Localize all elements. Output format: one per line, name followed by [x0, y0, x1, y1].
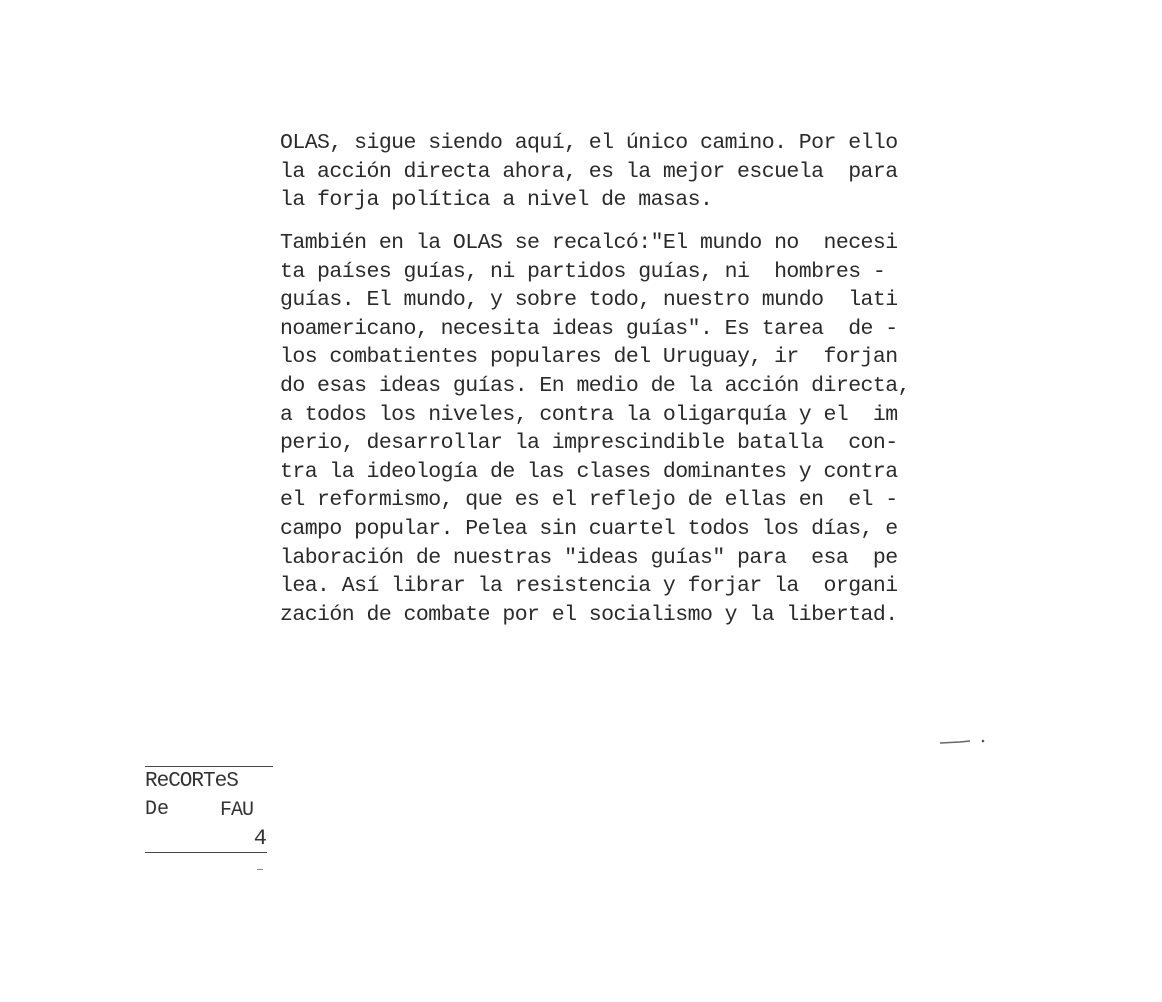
text-line: la acción directa ahora, es la mejor escuela para: [280, 159, 898, 184]
text-line: perio, desarrollar la imprescindible batalla con-: [280, 431, 898, 456]
text-line: el reformismo, que es el reflejo de ellas en el -: [280, 488, 898, 513]
text-line: tra la ideología de las clases dominantes y contra: [280, 459, 898, 484]
stray-ink-mark: [940, 739, 986, 745]
text-line: OLAS, sigue siendo aquí, el único camino. Por ello: [280, 131, 898, 155]
stamp-de: De: [145, 798, 170, 821]
text-line: lea. Así librar la resistencia y forjar la organi: [280, 574, 898, 599]
stamp-bottom-rule: [145, 852, 267, 853]
stamp-tick: [257, 869, 263, 870]
text-line: campo popular. Pelea sin cuartel todos los días, e: [280, 516, 898, 541]
archive-stamp: [145, 766, 275, 876]
stamp-number: 4: [253, 826, 267, 851]
stamp-source: FAU: [220, 799, 254, 822]
text-line: guías. El mundo, y sobre todo, nuestro mundo lati: [280, 288, 898, 313]
text-line: la forja política a nivel de masas.: [280, 188, 713, 213]
text-line: a todos los niveles, contra la oligarquía y el im: [280, 402, 898, 427]
paragraph-1: [280, 129, 898, 215]
paragraph-2: [280, 229, 910, 629]
text-line: noamericano, necesita ideas guías". Es tarea de -: [280, 316, 898, 341]
stamp-title: ReCORTeS: [145, 770, 238, 793]
text-line: También en la OLAS se recalcó:"El mundo no necesi: [280, 231, 898, 255]
text-line: ta países guías, ni partidos guías, ni hombres -: [280, 259, 886, 284]
text-line: los combatientes populares del Uruguay, ir forjan: [280, 345, 898, 370]
text-line: laboración de nuestras "ideas guías" para esa pe: [280, 545, 898, 570]
stamp-top-rule: [145, 766, 273, 767]
text-line: do esas ideas guías. En medio de la acción directa,: [280, 373, 910, 398]
text-line: zación de combate por el socialismo y la libertad.: [280, 602, 898, 627]
